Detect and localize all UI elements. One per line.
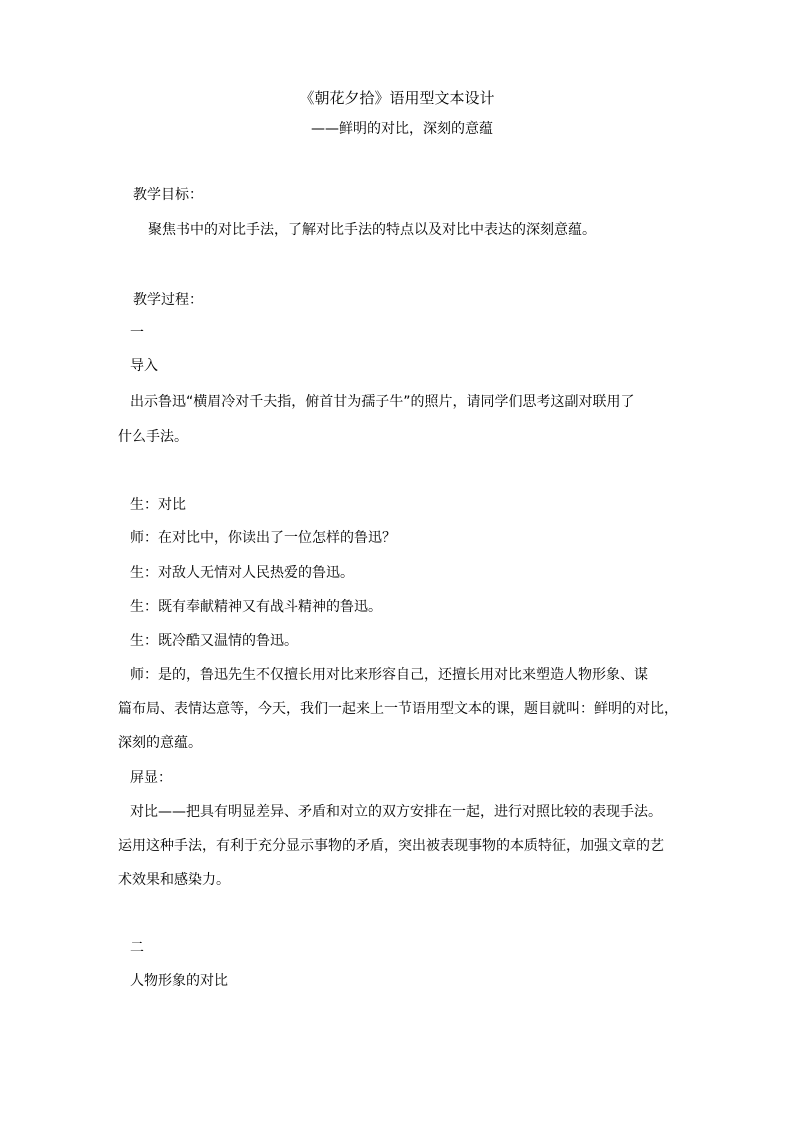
goal-heading: 教学目标： [133,187,203,203]
dialog-line: 生：对敌人无情对人民热爱的鲁迅。 [130,565,354,581]
screen-display-label: 屏显： [130,770,172,786]
intro-paragraph-line: 什么手法。 [118,429,188,445]
goal-text: 聚焦书中的对比手法，了解对比手法的特点以及对比中表达的深刻意蕴。 [148,222,596,238]
definition-line: 对比——把具有明显差异、矛盾和对立的双方安排在一起，进行对照比较的表现手法。 [130,804,662,820]
dialog-line: 师：在对比中，你读出了一位怎样的鲁迅？ [130,530,396,546]
section2-number: 二 [130,940,144,956]
dialog-line: 生：既冷酷又温情的鲁迅。 [130,633,298,649]
dialog-line: 生：对比 [130,497,186,513]
intro-paragraph-line: 出示鲁迅“横眉冷对千夫指，俯首甘为孺子牛”的照片，请同学们思考这副对联用了 [130,394,635,410]
document-subtitle: ——鲜明的对比，深刻的意蕴 [311,121,493,137]
definition-line: 术效果和感染力。 [118,872,230,888]
teacher-paragraph-line: 师：是的，鲁迅先生不仅擅长用对比来形容自己，还擅长用对比来塑造人物形象、谋 [130,667,648,683]
section1-title: 导入 [130,358,158,374]
dialog-line: 生：既有奉献精神又有战斗精神的鲁迅。 [130,599,382,615]
process-heading: 教学过程： [133,292,203,308]
section2-title: 人物形象的对比 [130,973,228,989]
teacher-paragraph-line: 篇布局、表情达意等，今天，我们一起来上一节语用型文本的课，题目就叫：鲜明的对比， [118,701,678,717]
definition-line: 运用这种手法，有利于充分显示事物的矛盾，突出被表现事物的本质特征，加强文章的艺 [118,838,664,854]
document-title: 《朝花夕拾》语用型文本设计 [299,89,495,107]
section1-number: 一 [130,325,144,341]
teacher-paragraph-line: 深刻的意蕴。 [118,735,202,751]
